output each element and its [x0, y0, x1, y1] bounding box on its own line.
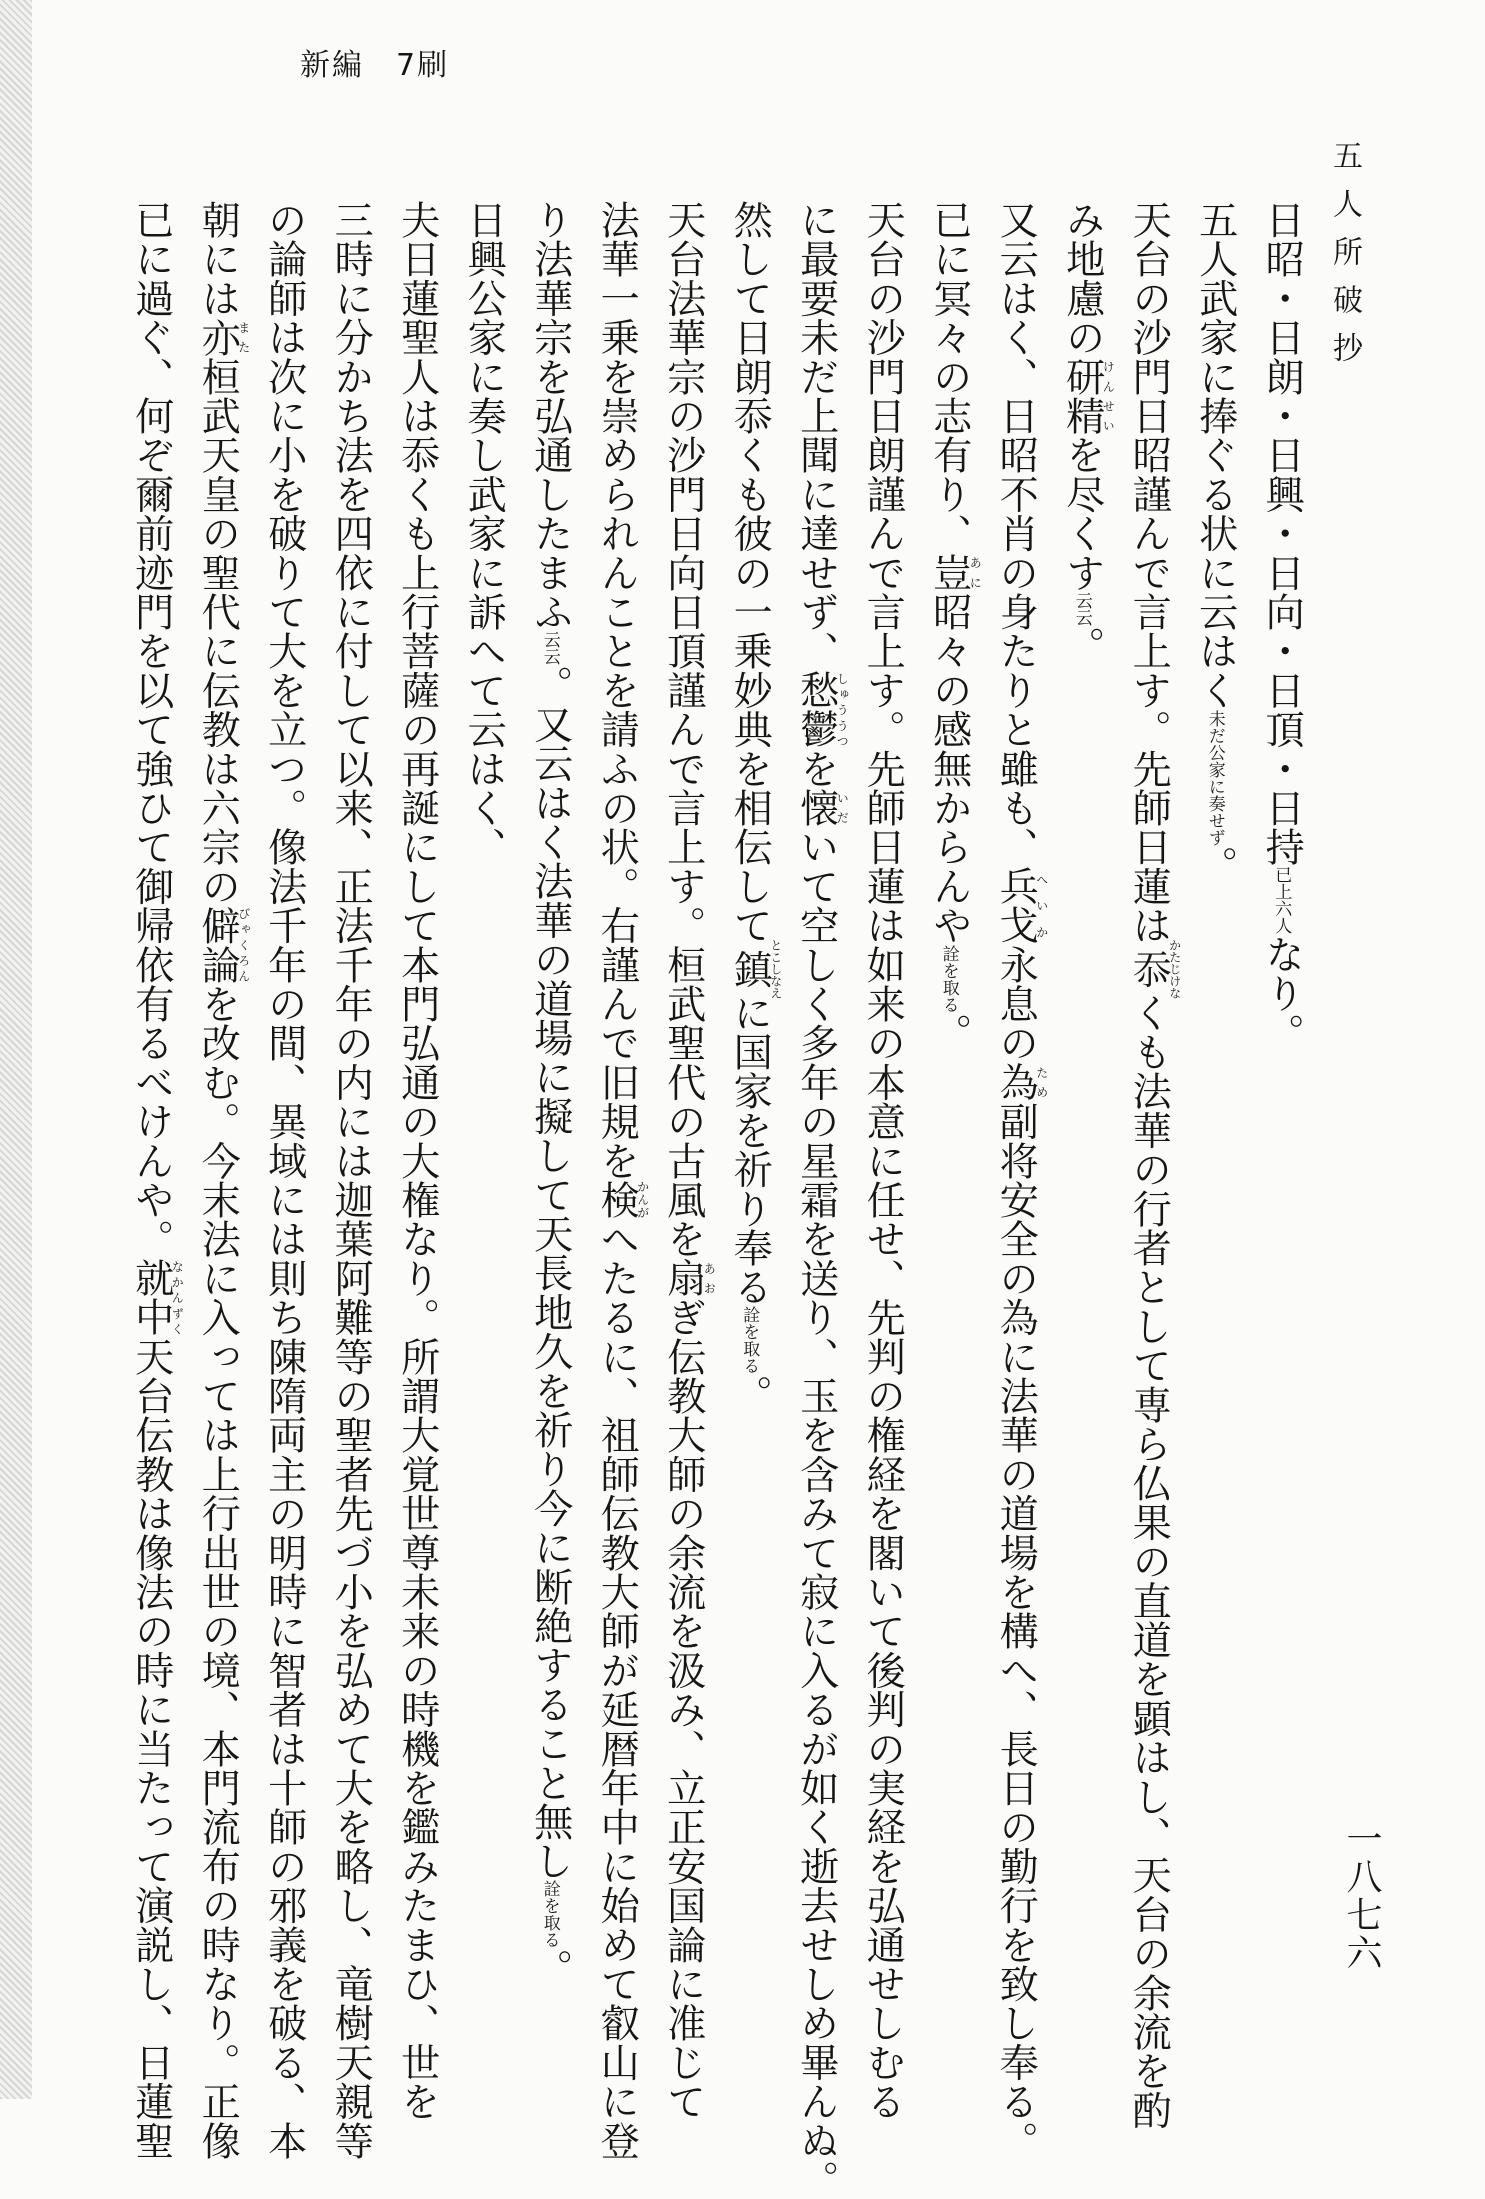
text-run: 副将安全の為に法華の道場を構へ、長日の勤行を致し奉る。 [993, 1101, 1039, 2161]
ruby-word: 豈あに [926, 552, 983, 593]
inline-note: 云云 [1071, 592, 1092, 627]
text-run: 。 [926, 1012, 972, 1053]
inline-note: 詮を取る [539, 1880, 560, 1949]
text-column [926, 200, 983, 1053]
furigana: あお [702, 1258, 717, 1298]
furigana: また [236, 317, 251, 357]
ruby-word: 鎮とこしなえ [727, 938, 783, 999]
text-column [993, 200, 1049, 2161]
text-run: を尽くす [1059, 435, 1105, 593]
text-run: 。 [1059, 626, 1105, 666]
text-run: に最要未だ上聞に達せず、 [793, 200, 839, 671]
ruby-word: 兵戈へいか [993, 866, 1049, 945]
text-run: み地慮の [1059, 200, 1105, 357]
furigana: いだ [835, 788, 850, 828]
inline-note: 云云 [539, 631, 560, 666]
text-run: の論師は次に小を破りて大を立つ。像法千年の間、異域には則ち陳隋両主の明時に智者は十師の邪義を破る、本 [261, 200, 307, 2160]
text-run: 。 [727, 1374, 773, 1414]
text-run: 朝には [195, 200, 241, 318]
text-run: 又云はく、日昭不肖の身たりと雖も、 [993, 200, 1039, 867]
text-run: いて空しく多年の星霜を送り、玉を含みて寂に入るが如く逝去せしめ畢んぬ。 [793, 827, 839, 2199]
text-column [328, 200, 374, 2160]
text-run: 。又云はく法華の道場に擬して天長地久を祈り今に断絶すること無し [527, 665, 573, 1881]
text-run: ぎ伝教大師の余流を汲み、立正安国論に准じて [660, 1297, 706, 2121]
text-column [195, 200, 251, 2161]
text-column [860, 200, 906, 2121]
text-run: 日興公家に奏し武家に訴へて云はく、 [461, 200, 507, 867]
text-column [793, 200, 850, 2199]
text-run: 日昭・日朗・日興・日向・日頂・日持 [1259, 200, 1305, 867]
scan-binding-edge [0, 0, 32, 2099]
ruby-word: 為ため [993, 1062, 1049, 1102]
ruby-word: 研精けんせい [1059, 356, 1116, 436]
ruby-word: 僻論びゃくろん [195, 905, 251, 985]
text-column [261, 200, 307, 2160]
furigana: あに [968, 552, 983, 593]
text-column [394, 200, 440, 2121]
text-run: を改む。今末法に入っては上行出世の境、本門流布の時なり。正像 [195, 984, 241, 2161]
text-run: 天台法華宗の沙門日向日頂謹んで言上す。桓武聖代の古風を [660, 200, 706, 1259]
ruby-word: 愁鬱しゅううつ [793, 670, 850, 749]
inline-note: 未だ公家に奏せず [1204, 709, 1225, 846]
page-number: 一八七六 [1341, 1820, 1382, 1972]
text-run: に国家を祈り奉る [727, 992, 773, 1307]
text-run: 。 [1192, 845, 1238, 885]
furigana: なかんずく [170, 1258, 185, 1337]
text-run: 夫日蓮聖人は忝くも上行菩薩の再誕にして本門弘通の大権なり。所謂大覚世尊未来の時機を鑑みたまひ、世を [394, 200, 440, 2121]
text-run: 桓武天皇の聖代に伝教は六宗の [195, 356, 241, 906]
text-run: なり。 [1259, 934, 1305, 1053]
text-run: 永息の [993, 944, 1039, 1063]
text-column [594, 200, 650, 2161]
text-run: 法華一乗を崇められんことを請ふの状。右謹んで旧規を [594, 200, 640, 1180]
ruby-word: 扇あお [660, 1258, 717, 1298]
text-column [1259, 200, 1305, 1053]
text-column [1059, 200, 1116, 666]
ruby-word: 亦また [195, 317, 251, 357]
header-mark: 新編 7刷 [300, 48, 450, 83]
ruby-word: 検かんが [594, 1180, 650, 1220]
text-run: 然して日朗忝くも彼の一乗妙典を相伝して [727, 200, 773, 945]
text-run: 昭々の感無からんや [926, 592, 972, 945]
text-run: 天台の沙門日朗謹んで言上す。先師日蓮は如来の本意に任せ、先判の権経を閣いて後判の実経を弘通せしむる [860, 200, 906, 2121]
text-run: 天台伝教は像法の時に当たって演説し、日蓮聖 [128, 1336, 174, 2161]
text-column [1192, 200, 1238, 885]
furigana: しゅううつ [835, 670, 850, 749]
text-column [660, 200, 717, 2121]
furigana: とこしなえ [768, 938, 783, 999]
text-column [1126, 200, 1182, 2130]
page-title: 五人所破抄 [1327, 140, 1362, 380]
text-run: り法華宗を弘通したまふ [527, 200, 573, 632]
text-run: を [793, 748, 839, 789]
furigana: ため [1034, 1062, 1049, 1102]
inline-note: 詮を取る [739, 1306, 760, 1375]
furigana: かんが [635, 1180, 650, 1220]
text-run: 已に過ぐ、何ぞ爾前迹門を以て強ひて御帰依有るべけんや。 [128, 200, 174, 1259]
ruby-word: 懐いだ [793, 788, 850, 828]
ruby-word: 就中なかんずく [128, 1258, 185, 1337]
text-run: へたるに、祖師伝教大師が延暦年中に始めて叡山に登 [594, 1219, 640, 2161]
inline-note: 已上六人 [1271, 866, 1292, 935]
furigana: けんせい [1101, 356, 1116, 436]
text-run: 已に冥々の志有り、 [926, 200, 972, 553]
text-run: 五人武家に捧ぐる状に云はく [1192, 200, 1238, 710]
furigana: かたじけな [1167, 938, 1182, 999]
text-run: 。 [527, 1948, 573, 1988]
inline-note: 詮を取る [938, 944, 959, 1013]
ruby-word: 忝かたじけな [1126, 938, 1182, 999]
text-column [128, 200, 185, 2161]
text-run: くも法華の行者として専ら仏果の直道を顕はし、天台の余流を酌 [1126, 992, 1172, 2130]
text-run: 三時に分かち法を四依に付して以来、正法千年の内には迦葉阿難等の聖者先づ小を弘めて大を略し、竜樹天親等 [328, 200, 374, 2160]
furigana: へいか [1034, 866, 1049, 945]
furigana: びゃくろん [236, 905, 251, 985]
text-column [527, 200, 573, 1988]
text-column [727, 200, 783, 1414]
text-run: 天台の沙門日昭謹んで言上す。先師日蓮は [1126, 200, 1172, 945]
text-column [461, 200, 507, 867]
